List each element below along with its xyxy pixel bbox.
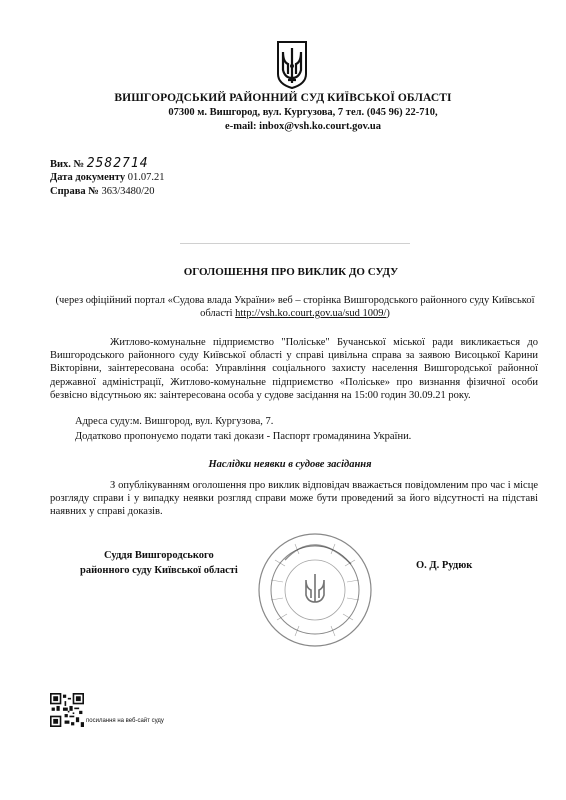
outgoing-number-value: 2582714 (86, 156, 149, 171)
consequences-text: З опублікуванням оголошення про виклик відповідач вважається повідомленим про час і місце розгляду справи і у випадку неявки розгляд справи може бути проведений за його відсутності на підставі наявних у справі доказів. (50, 480, 538, 518)
consequences-title: Наслідки неявки в судове засідання (208, 459, 372, 470)
case-number-row (50, 186, 155, 197)
judge-name: О. Д. Рудюк (416, 560, 473, 571)
court-email: e-mail: inbox@vsh.ko.court.gov.ua (225, 121, 381, 132)
court-address: 07300 м. Вишгород, вул. Кургузова, 7 тел. (045 96) 22-710, (168, 107, 438, 118)
judge-position (80, 548, 238, 578)
outgoing-number-row (50, 156, 149, 171)
case-number-label: Справа № (50, 186, 99, 197)
portal-close: ) (386, 308, 390, 319)
document-date-label: Дата документу (50, 172, 126, 183)
case-number-value: 363/3480/20 (101, 186, 155, 197)
evidence-line: Додатково пропонуємо подати такі докази - Паспорт громадянина України. (75, 431, 412, 442)
qr-caption: посилання на веб-сайт суду (86, 718, 164, 724)
judge-position-line1: Суддя Вишгородського (104, 550, 214, 561)
judge-position-line2: районного суду Київської області (80, 565, 238, 576)
court-seal-stamp (255, 530, 375, 650)
portal-text: (через офіційний портал «Судова влада України» веб – сторінка Вишгородського районного суду Київської області (55, 295, 535, 319)
scan-artifact-line (180, 243, 410, 244)
court-name: ВИШГОРОДСЬКИЙ РАЙОННИЙ СУД КИЇВСЬКОЇ ОБЛАСТІ (114, 92, 452, 104)
qr-code-icon[interactable] (50, 693, 84, 727)
outgoing-number-label: Вих. № (50, 159, 85, 170)
portal-note (50, 294, 540, 320)
coat-of-arms-icon (276, 40, 308, 90)
document-date-row (50, 172, 164, 183)
portal-link[interactable]: http://vsh.ko.court.gov.ua/sud 1009/ (235, 308, 387, 319)
notice-title: ОГОЛОШЕННЯ ПРО ВИКЛИК ДО СУДУ (183, 266, 399, 278)
court-address-line: Адреса суду:м. Вишгород, вул. Кургузова, 7. (75, 416, 274, 427)
notice-body: Житлово-комунальне підприємство "Поліське" Бучанської міської ради викликається до Вишгородського районного суду Київської області у справі цивільна справа за заявою Висоцької Карини Вікторівни, заінтересована особа: Управління соціального захисту населення Вишгородської районної державної адміністрації, Житлово-комунальне підприємство «Поліське» про визнання фізичної особи безвісно відсутньою як: заінтересована особа у судове засідання на 15:00 годин 30.09.21 року. (50, 337, 538, 401)
document-date-value: 01.07.21 (127, 172, 165, 183)
